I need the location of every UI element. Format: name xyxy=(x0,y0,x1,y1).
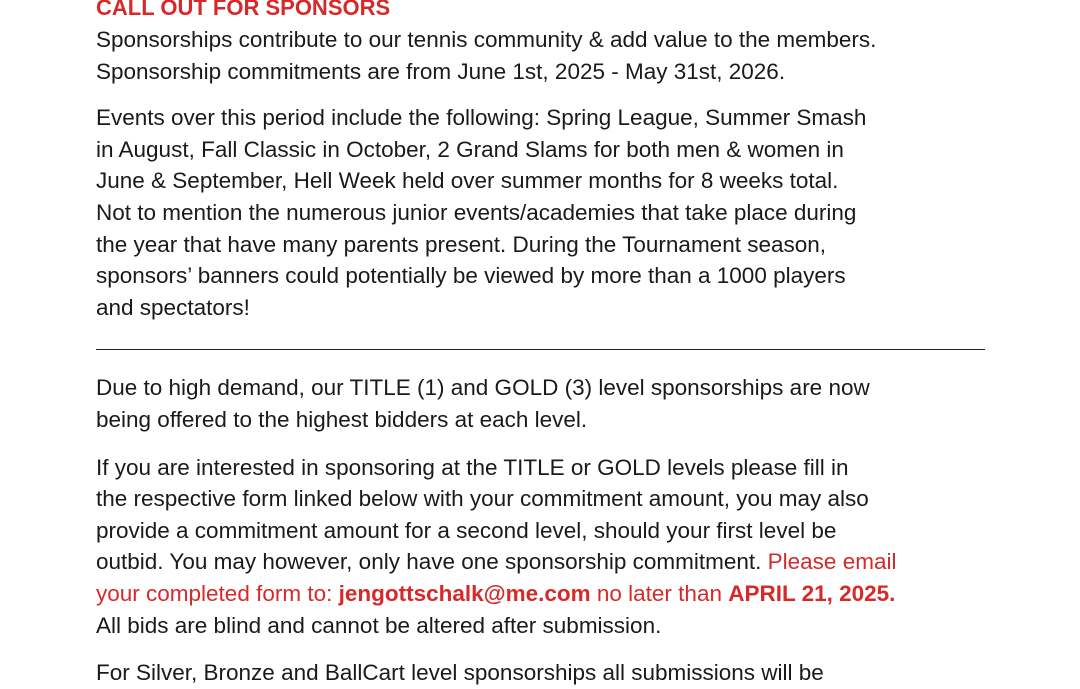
events-line: sponsors’ banners could potentially be viewed by more than a 1000 players xyxy=(96,263,846,289)
cutoff-paragraph xyxy=(96,657,996,689)
page-title: CALL OUT FOR SPONSORS xyxy=(96,0,391,20)
interest-text: outbid. You may however, only have one sponsorship commitment. xyxy=(96,549,768,575)
events-line: Events over this period include the following: Spring League, Summer Smash xyxy=(96,105,867,131)
interest-line: All bids are blind and cannot be altered after submission. xyxy=(96,612,662,638)
interest-line: If you are interested in sponsoring at the TITLE or GOLD levels please fill in xyxy=(96,454,849,480)
email-instruction: Please email xyxy=(767,549,897,575)
interest-line: provide a commitment amount for a second level, should your first level be xyxy=(96,517,837,543)
intro-line: Sponsorships contribute to our tennis community & add value to the members. xyxy=(96,27,877,52)
events-line: the year that have many parents present. During the Tournament season, xyxy=(96,231,827,257)
spacer xyxy=(96,436,996,452)
events-line: in August, Fall Classic in October, 2 Grand Slams for both men & women in xyxy=(96,136,844,162)
demand-line: Due to high demand, our TITLE (1) and GOLD (3) level sponsorships are now xyxy=(96,375,870,401)
document-page xyxy=(96,0,996,689)
events-line: Not to mention the numerous junior events/academies that take place during xyxy=(96,199,857,225)
demand-paragraph xyxy=(96,372,996,435)
interest-line xyxy=(96,546,996,578)
spacer xyxy=(96,641,996,657)
intro-line: Sponsorship commitments are from June 1st, 2025 - May 31st, 2026. xyxy=(96,58,786,84)
section-divider xyxy=(96,349,985,350)
email-link[interactable]: jengottschalk@me.com xyxy=(338,580,591,606)
demand-line: being offered to the highest bidders at each level. xyxy=(96,406,588,432)
cutoff-line: For Silver, Bronze and BallCart level sponsorships all submissions will be xyxy=(96,660,824,686)
deadline-text: no later than xyxy=(590,580,729,606)
interest-paragraph xyxy=(96,452,996,642)
events-line: and spectators! xyxy=(96,294,250,320)
intro-paragraph xyxy=(96,24,996,87)
deadline-date: APRIL 21, 2025. xyxy=(728,580,896,606)
events-paragraph xyxy=(96,102,996,323)
spacer xyxy=(96,87,996,102)
interest-line xyxy=(96,578,996,610)
email-instruction: your completed form to: xyxy=(96,580,339,606)
interest-line: the respective form linked below with your commitment amount, you may also xyxy=(96,486,869,512)
events-line: June & September, Hell Week held over summer months for 8 weeks total. xyxy=(96,168,839,194)
